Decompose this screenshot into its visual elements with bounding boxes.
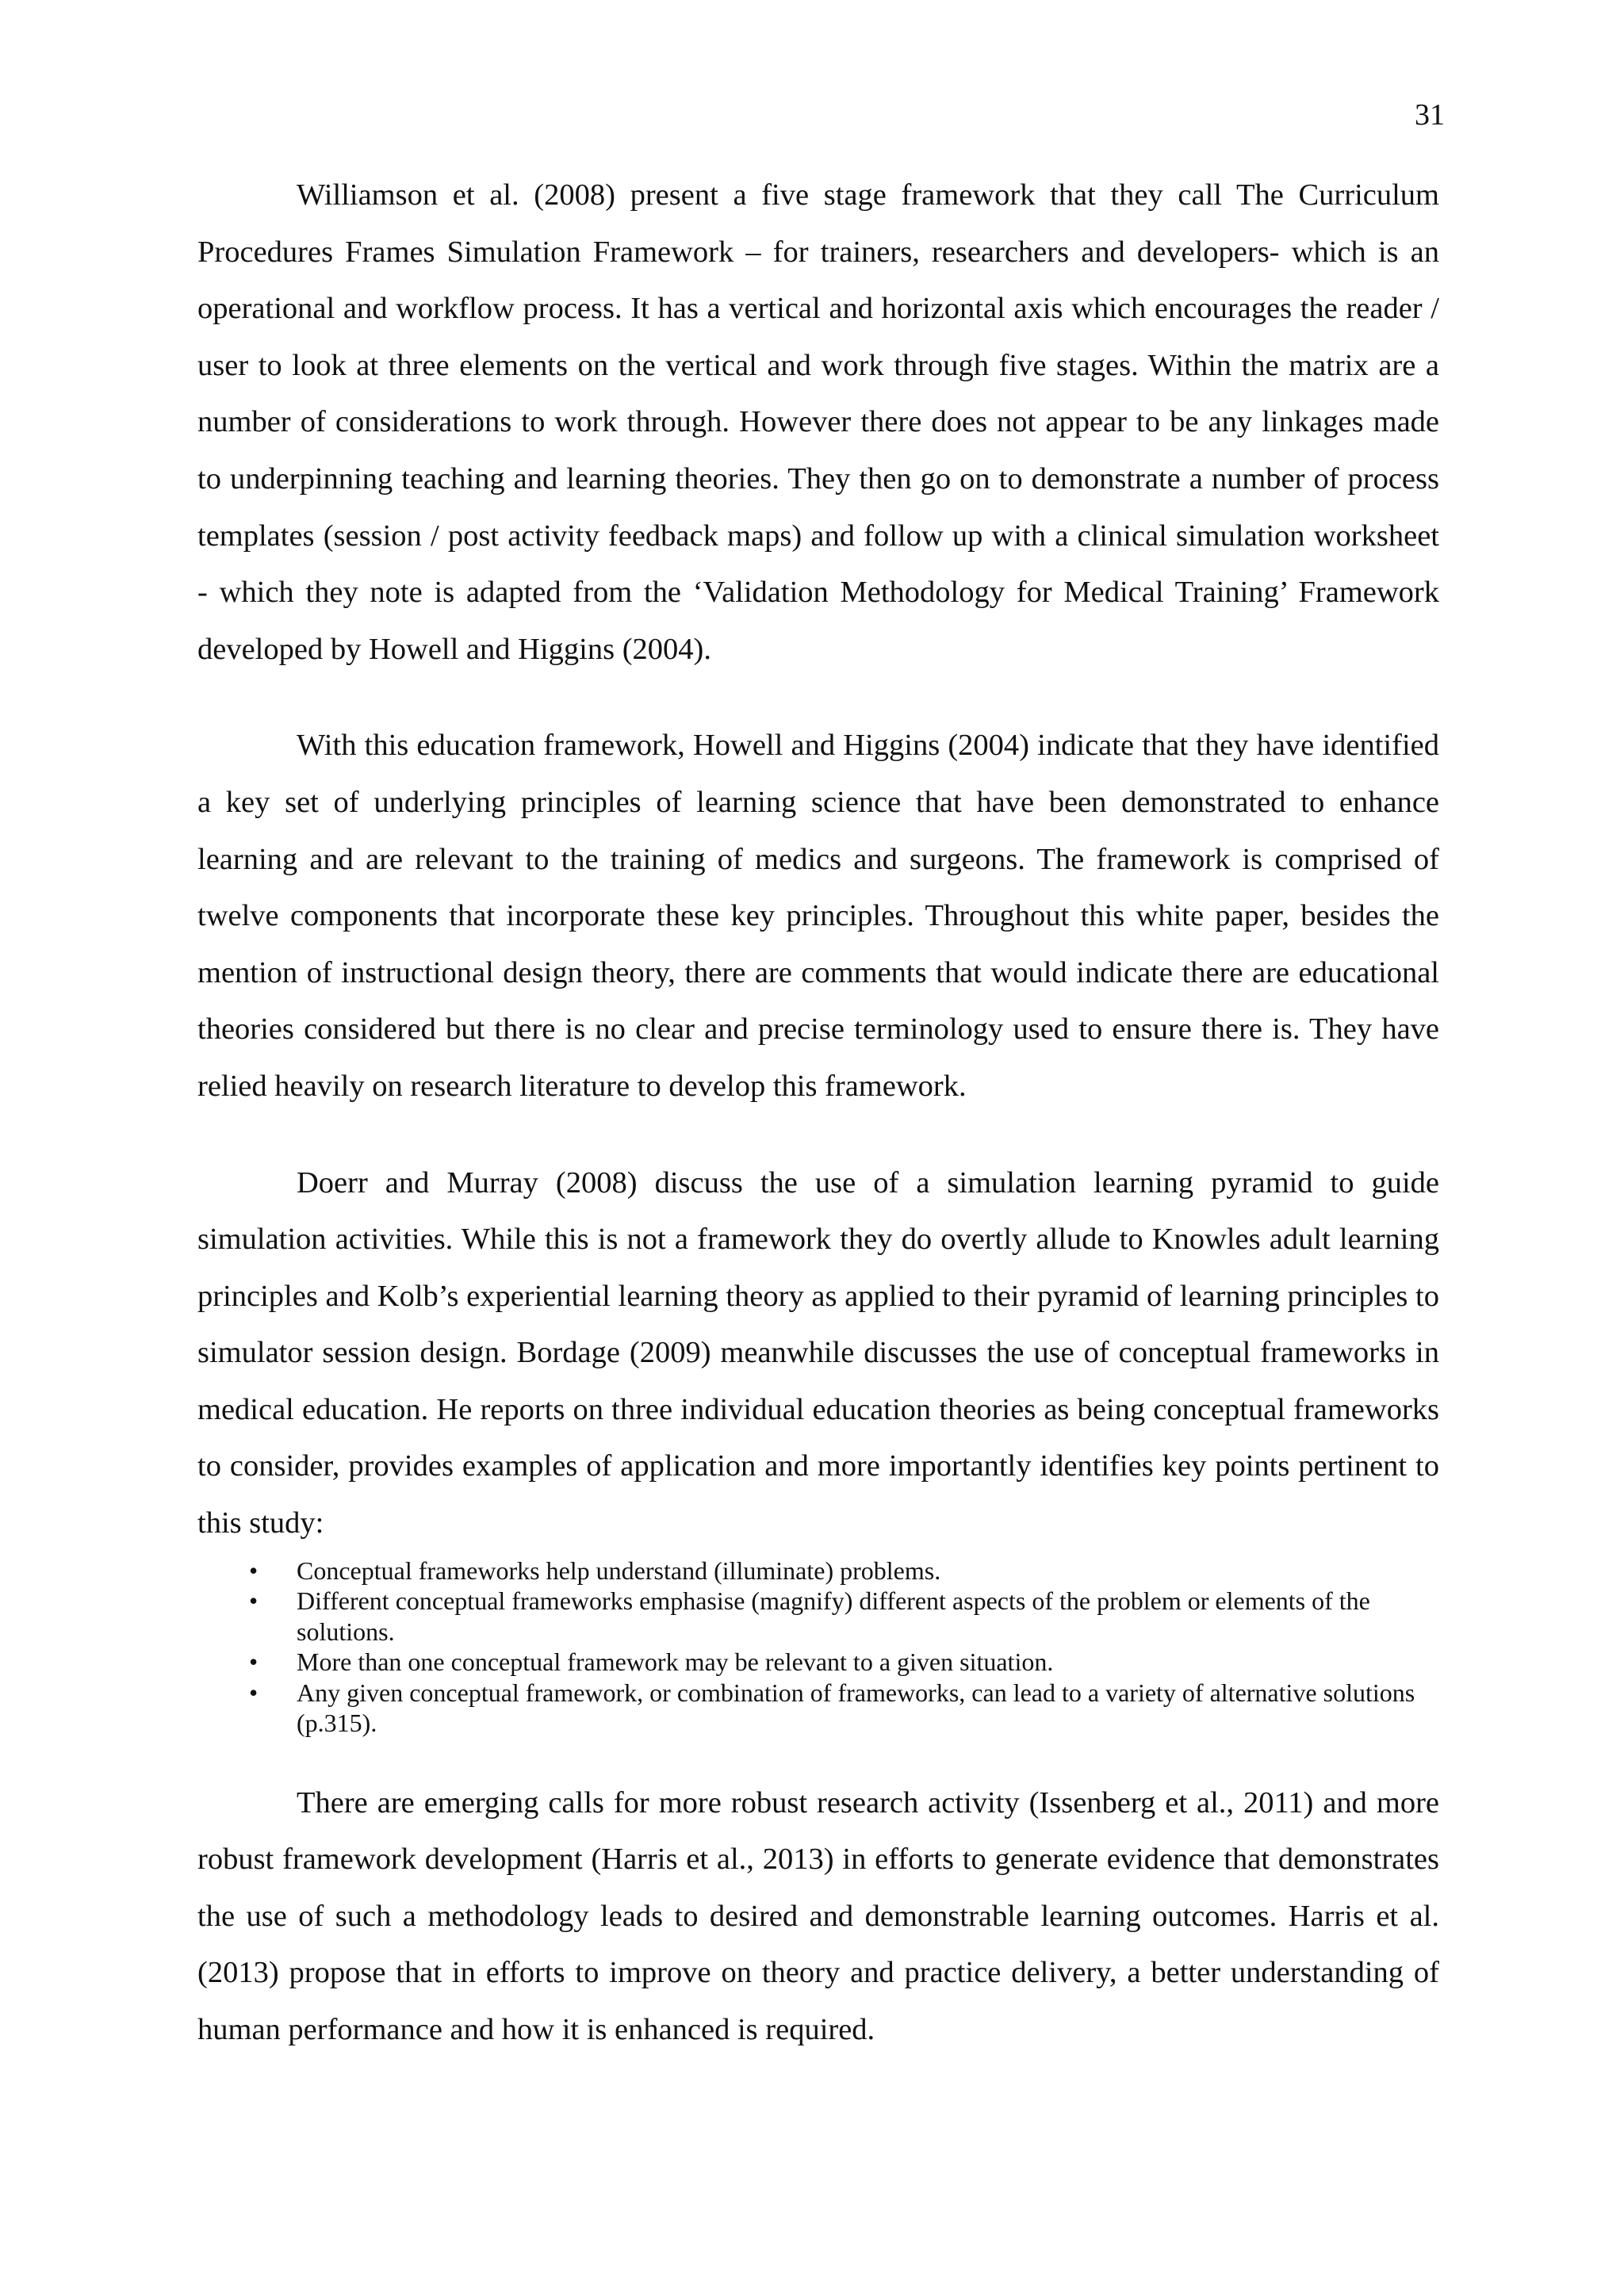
page-body — [197, 167, 1439, 2059]
paragraph-williamson: Williamson et al. (2008) present a five stage framework that they call The Curriculum Procedures Frames Simulation Framework – for trainers, researchers and developers- which is an operational and workflow process. It has a vertical and horizontal axis which encourages the reader / user to look at three elements on the vertical and work through five stages. Within the matrix are a number of considerations to work through. However there does not appear to be any linkages made to underpinning teaching and learning theories. They then go on to demonstrate a number of process templates (session / post activity feedback maps) and follow up with a clinical simulation worksheet - which they note is adapted from the ‘Validation Methodology for Medical Training’ Framework developed by Howell and Higgins (2004). — [197, 178, 1439, 666]
bullet-icon: • — [249, 1647, 259, 1677]
page-number: 31 — [1415, 98, 1445, 132]
list-item-text: More than one conceptual framework may be relevant to a given situation. — [297, 1647, 1054, 1677]
bullet-icon: • — [249, 1556, 259, 1585]
bullet-icon: • — [249, 1586, 259, 1616]
paragraph-doerr-murray: Doerr and Murray (2008) discuss the use of a simulation learning pyramid to guide simulation activities. While this is not a framework they do overtly allude to Knowles adult learning principles and Kolb’s experiential learning theory as applied to their pyramid of learning principles to simulator session design. Bordage (2009) meanwhile discusses the use of conceptual frameworks in medical education. He reports on three individual education theories as being conceptual frameworks to consider, provides examples of application and more importantly identifies key points pertinent to this study: — [197, 1165, 1439, 1540]
list-item — [197, 1556, 1439, 1586]
bullet-icon: • — [249, 1678, 259, 1707]
list-item — [197, 1678, 1439, 1739]
list-item — [197, 1647, 1439, 1678]
paragraph-emerging-calls: There are emerging calls for more robust research activity (Issenberg et al., 2011) and more robust framework development (Harris et al., 2013) in efforts to generate evidence that demonstrates the use of such a methodology leads to desired and demonstrable learning outcomes. Harris et al. (2013) propose that in efforts to improve on theory and practice delivery, a better understanding of human performance and how it is enhanced is required. — [197, 1785, 1439, 2047]
list-item-text: Conceptual frameworks help understand (illuminate) problems. — [297, 1556, 941, 1585]
paragraph-howell-higgins: With this education framework, Howell and Higgins (2004) indicate that they have identified a key set of underlying principles of learning science that have been demonstrated to enhance learning and are relevant to the training of medics and surgeons. The framework is comprised of twelve components that incorporate these key principles. Throughout this white paper, besides the mention of instructional design theory, there are comments that would indicate there are educational theories considered but there is no clear and precise terminology used to ensure there is. They have relied heavily on research literature to develop this framework. — [197, 729, 1439, 1103]
list-item-text: Any given conceptual framework, or combination of frameworks, can lead to a variety of alternative solutions (p.315). — [297, 1678, 1415, 1738]
list-item — [197, 1586, 1439, 1647]
bordage-key-points-list — [197, 1556, 1439, 1739]
list-item-text: Different conceptual frameworks emphasise (magnify) different aspects of the problem or elements of the solutions. — [297, 1586, 1370, 1646]
